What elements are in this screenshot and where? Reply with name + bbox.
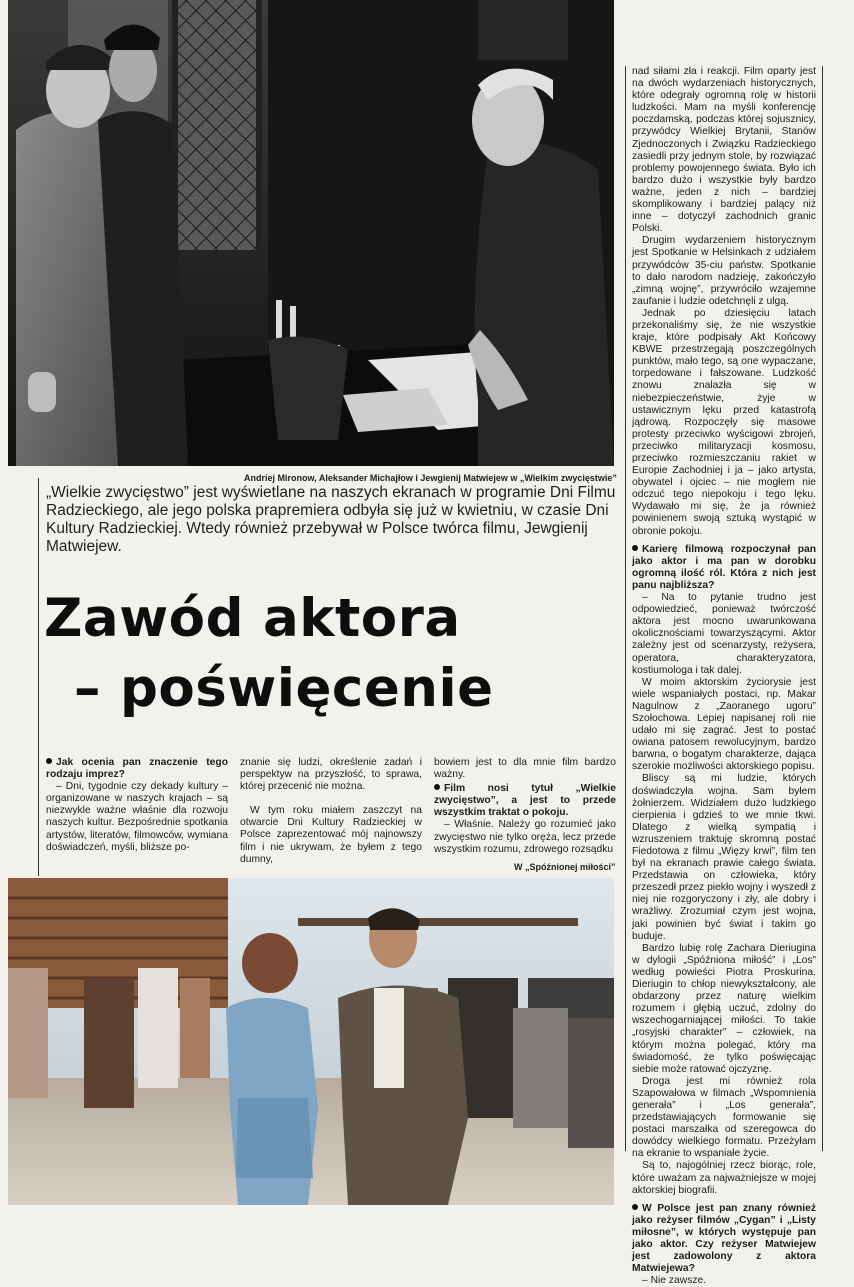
photo-bottom-illustration: [8, 878, 614, 1205]
column-3-paragraph-1: bowiem jest to dla mnie film bardzo ważny.: [434, 757, 616, 781]
photo-top-illustration: [8, 0, 614, 466]
frame-right-col-right-line: [822, 66, 823, 1151]
article-headline: [44, 584, 524, 724]
right-col-paragraph-5: Bliscy są mi ludzie, których doświadczyła wojna. Sam byłem żołnierzem. Widziałem dużo ludzkiego cierpienia i gdzieś to we mnie tkwi. Dlatego z wielką sympatią i wzruszeniem traktuję skromną postać Fiedotowa z filmu „Więzy krwi”, film ten był na ekranach prawie całego świata. Przedstawia on człowieka, który przeszedł przez piekło wojny i wyszedł z niej nie rozgoryczony i zły, ale dobry i wrażliwy. Zrozumiał czym jest wojna, jaki powinien być świat i takim go buduje.: [632, 773, 816, 942]
bullet-icon: [434, 784, 440, 790]
question-3: Karierę filmową rozpoczynał pan jako aktor i ma pan w dorobku ogromną ilość ról. Która z nich jest panu najbliższa?: [632, 543, 816, 591]
right-col-paragraph-8: Są to, najogólniej rzecz biorąc, role, które uważam za najważniejsze w mojej aktorskiej biografii.: [632, 1160, 816, 1196]
answer-1: – Dni, tygodnie czy dekady kultury – organizowane w naszych krajach – są niezwykle ważne właśnie dla rozwoju naszych kultur. Bezpośrednie spotkania artystów, literatów, filmowców, wymiana doświadczeń, myśli, bliższe po-: [46, 781, 228, 853]
right-col-paragraph-2: Drugim wydarzeniem historycznym jest Spotkanie w Helsinkach z udziałem przywódców 35-ciu państw. Spotkanie to dało narodom nadzieję, zakończyło „zimną wojnę”, przywróciło wzajemne zaufanie i ludzie odetchnęli z ulgą.: [632, 235, 816, 307]
question-4: W Polsce jest pan znany również jako reżyser filmów „Cygan” i „Listy miłosne”, w których występuje pan jako aktor. Czy reżyser Matwiejew jest zadowolony z aktora Matwiejewa?: [632, 1202, 816, 1275]
question-1: Jak ocenia pan znaczenie tego rodzaju imprez?: [46, 757, 228, 781]
right-col-paragraph-4: W moim aktorskim życiorysie jest wiele wspaniałych postaci, np. Makar Nagulnow z „Zaoranego ugoru” Szołochowa. Lepiej napisanej roli nie udało mi się zagrać. Jest to postać owiana patosem rewolucyjnym, bardzo barwna, o bogatym charakterze, dająca szerokie możliwości aktorskiego popisu.: [632, 676, 816, 773]
column-1: [46, 757, 228, 857]
photo-bottom-film-still: [8, 878, 614, 1205]
right-col-paragraph-3: Jednak po dziesięciu latach przekonaliśmy się, że nie wszystkie kraje, które podpisały Akt Końcowy KBWE przestrzegają poszczególnych punktów, mało tego, są one wypaczane, torpedowane i fałszowane. Ludzkość znowu znalazła się w niebezpieczeństwie, żyje w ustawicznym lęku przed katastrofą jądrową. Rozpoczęły się masowe protesty przeciwko wyścigowi zbrojeń, przeciwko militaryzacji kosmosu, przeciwko rozmieszczaniu rakiet w Europie Zachodniej i ja – jako artysta, obywatel i ojciec – nie mogłem nie odczuć tego niepokoju i tego lęku. Wydawało mi się, że ja również powinienem swoją sztuką wystąpić w obronie pokoju.: [632, 307, 816, 537]
photo-top-film-still: [8, 0, 614, 466]
answer-4: – Nie zawsze.: [642, 1275, 707, 1287]
headline-line-1: Zawód aktora: [44, 588, 461, 649]
photo-bottom-caption: W „Spóźnionej miłości”: [514, 862, 616, 872]
answer-2: – Właśnie. Należy go rozumieć jako zwycięstwo nie tylko oręża, lecz przede wszystkim rozumu, zdrowego rozsądku: [434, 819, 616, 855]
bullet-icon: [632, 1204, 638, 1210]
column-2-paragraph-1: znanie się ludzi, określenie zadań i perspektyw na przyszłość, to sprawa, której przecenić nie można.: [240, 757, 422, 793]
frame-right-col-left-line: [625, 66, 626, 1151]
photo-top-caption: Andriej Mironow, Aleksander Michajłow i Jewgienij Matwiejew w „Wielkim zwycięstwie”: [244, 473, 617, 483]
headline-line-2: – poświęcenie: [74, 658, 494, 719]
frame-left-line: [38, 478, 39, 876]
column-2-paragraph-2: W tym roku miałem zaszczyt na otwarcie Dni Kultury Radzieckiej w Polsce zaprezentować mój najnowszy film i nie ukrywam, że byłem z tego dumny,: [240, 805, 422, 865]
right-col-paragraph-1: nad siłami zła i reakcji. Film oparty jest na dwóch wydarzeniach historycznych, które odegrały ogromną rolę w historii ludzkości. Mam na myśli konferencję poczdamską, podczas której sojusznicy, przywódcy Wielkiej Brytanii, Stanów Zjednoczonych i Związku Radzieckiego zasiedli przy jednym stole, by rozwiązać problemy powojennego świata. Było ich bardzo dużo i wszystkie były bardzo ważne, jeden z nich – bardziej skomplikowany i bardziej palący niż inne – dotyczył zachodnich granic Polski.: [632, 66, 816, 235]
column-2: [240, 757, 422, 865]
column-3: [434, 757, 616, 857]
right-col-paragraph-7: Droga jest mi również rola Szapowałowa w filmach „Wspomnienia generała” i „Los generała”, przedstawiających formowanie się postaci marszałka od szeregowca do dowódcy wielkiego formatu. Przeżyłam na ekranie to wspaniałe życie.: [632, 1075, 816, 1160]
question-2: Film nosi tytuł „Wielkie zwycięstwo”, a jest to przede wszystkim traktat o pokoju.: [434, 783, 616, 819]
article-intro: „Wielkie zwycięstwo” jest wyświetlane na naszych ekranach w programie Dni Filmu Radzieckiego, ale jego polska prapremiera odbyła się już w kwietniu, w czasie Dni Kultury Radzieckiej. Wtedy również przebywał w Polsce twórca filmu, Jewgienij Matwiejew.: [46, 484, 616, 555]
bullet-icon: [632, 545, 638, 551]
right-column: [632, 66, 816, 1287]
right-col-paragraph-6: Bardzo lubię rolę Zachara Dieriugina w dylogii „Spóźniona miłość” i „Los” według powieści Piotra Proskurina. Dieriugin to chłop niewykształcony, ale obdarzony przez naturę wielkim rozumem i głębią uczuć, zdolny do wszechogarniającej miłości. To takie „rosyjski charakter” – człowiek, na którym można polegać, który ma świadomość, że tylko poświęcając siebie może ratować ojczyznę.: [632, 942, 816, 1075]
bullet-icon: [46, 758, 52, 764]
answer-3: – Na to pytanie trudno jest odpowiedzieć, ponieważ twórczość aktora jest mocno uwarunkowana okolicznościami towarzyszącymi. Aktor zależny jest od scenarzysty, reżysera, operatora, charakteryzatora, kostiumologa i tak dalej.: [632, 592, 816, 676]
